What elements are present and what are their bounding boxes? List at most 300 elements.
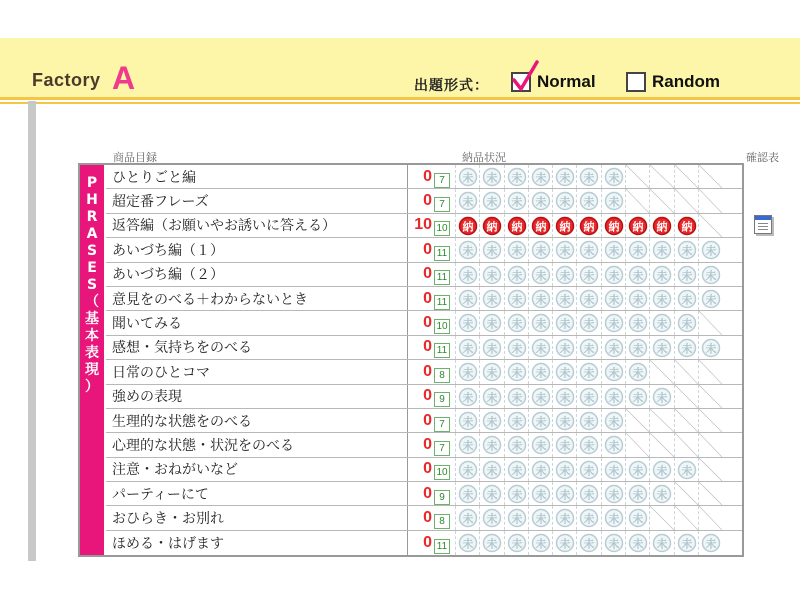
empty-slot xyxy=(674,189,698,212)
pending-stamp-icon xyxy=(649,385,673,408)
empty-slot xyxy=(674,385,698,408)
pending-stamp-icon xyxy=(576,336,600,359)
svg-text:未: 未 xyxy=(705,537,717,551)
pending-stamp-icon xyxy=(601,336,625,359)
pending-stamp-icon xyxy=(552,189,576,212)
svg-text:未: 未 xyxy=(632,244,644,258)
svg-text:未: 未 xyxy=(656,488,668,502)
svg-text:未: 未 xyxy=(511,537,523,551)
mode-normal-option[interactable] xyxy=(511,72,596,92)
phrase-row[interactable] xyxy=(106,287,742,311)
svg-text:未: 未 xyxy=(462,488,474,502)
pending-stamp-icon xyxy=(625,311,649,334)
svg-text:未: 未 xyxy=(462,512,474,526)
delivery-slots xyxy=(455,433,722,456)
delivery-slots xyxy=(455,531,722,555)
phrase-set-name[interactable]: 日常のひとコマ xyxy=(106,360,408,383)
pending-stamp-icon xyxy=(649,287,673,310)
pending-stamp-icon xyxy=(625,458,649,481)
question-mode-label: 出題形式： xyxy=(414,78,489,94)
svg-text:未: 未 xyxy=(608,366,620,380)
phrase-set-name[interactable]: 聞いてみる xyxy=(106,311,408,334)
pending-stamp-icon xyxy=(576,311,600,334)
pending-stamp-icon xyxy=(528,506,552,529)
svg-text:未: 未 xyxy=(486,366,498,380)
pending-stamp-icon xyxy=(601,433,625,456)
svg-text:未: 未 xyxy=(511,439,523,453)
pending-stamp-icon xyxy=(528,433,552,456)
svg-text:未: 未 xyxy=(656,317,668,331)
pending-stamp-icon xyxy=(455,238,479,261)
pending-stamp-icon xyxy=(455,482,479,505)
empty-slot xyxy=(698,458,722,481)
pending-stamp-icon xyxy=(504,458,528,481)
svg-text:未: 未 xyxy=(559,512,571,526)
svg-text:未: 未 xyxy=(462,439,474,453)
svg-text:未: 未 xyxy=(462,391,474,405)
pending-stamp-icon xyxy=(625,263,649,286)
svg-text:未: 未 xyxy=(681,537,693,551)
product-list-header: 商品目録 xyxy=(113,151,157,164)
pending-stamp-icon xyxy=(625,531,649,555)
delivered-count: 10 xyxy=(414,216,432,234)
empty-slot xyxy=(698,165,722,188)
phrase-row[interactable] xyxy=(106,189,742,213)
empty-slot xyxy=(649,189,673,212)
svg-text:未: 未 xyxy=(486,488,498,502)
pending-stamp-icon xyxy=(479,287,503,310)
phrase-set-name[interactable]: 感想・気持ちをのべる xyxy=(106,336,408,359)
side-label-char: ） xyxy=(85,379,99,395)
pending-stamp-icon xyxy=(479,531,503,555)
pending-stamp-icon xyxy=(504,385,528,408)
normal-checkbox[interactable] xyxy=(511,72,531,92)
phrase-row[interactable] xyxy=(106,336,742,360)
total-count: 9 xyxy=(434,490,450,505)
pending-stamp-icon xyxy=(455,336,479,359)
phrase-row[interactable] xyxy=(106,165,742,189)
svg-text:未: 未 xyxy=(608,293,620,307)
pending-stamp-icon xyxy=(479,482,503,505)
empty-slot xyxy=(674,409,698,432)
random-checkbox[interactable] xyxy=(626,72,646,92)
svg-text:未: 未 xyxy=(511,317,523,331)
pending-stamp-icon xyxy=(479,165,503,188)
pending-stamp-icon xyxy=(649,482,673,505)
svg-text:未: 未 xyxy=(608,488,620,502)
pending-stamp-icon xyxy=(504,531,528,555)
svg-text:未: 未 xyxy=(511,415,523,429)
svg-text:未: 未 xyxy=(681,244,693,258)
svg-text:納: 納 xyxy=(656,220,668,234)
svg-text:未: 未 xyxy=(462,293,474,307)
svg-text:納: 納 xyxy=(681,220,693,234)
svg-text:未: 未 xyxy=(608,195,620,209)
delivered-count: 0 xyxy=(423,435,432,453)
svg-text:納: 納 xyxy=(583,220,595,234)
svg-text:未: 未 xyxy=(511,342,523,356)
delivered-stamp-icon xyxy=(649,214,673,237)
pending-stamp-icon xyxy=(455,360,479,383)
phrase-row[interactable] xyxy=(106,433,742,457)
svg-text:未: 未 xyxy=(656,464,668,478)
pending-stamp-icon xyxy=(674,287,698,310)
svg-text:未: 未 xyxy=(705,269,717,283)
pending-stamp-icon xyxy=(504,189,528,212)
total-count: 11 xyxy=(434,246,450,261)
svg-text:未: 未 xyxy=(486,439,498,453)
pending-stamp-icon xyxy=(601,165,625,188)
svg-text:未: 未 xyxy=(681,317,693,331)
pending-stamp-icon xyxy=(625,506,649,529)
svg-text:未: 未 xyxy=(681,342,693,356)
phrase-row[interactable] xyxy=(106,263,742,287)
svg-text:未: 未 xyxy=(559,244,571,258)
empty-slot xyxy=(649,360,673,383)
pending-stamp-icon xyxy=(552,336,576,359)
pending-stamp-icon xyxy=(504,433,528,456)
svg-text:未: 未 xyxy=(511,464,523,478)
total-count: 9 xyxy=(434,392,450,407)
svg-text:未: 未 xyxy=(511,293,523,307)
pending-stamp-icon xyxy=(479,385,503,408)
phrase-set-name[interactable]: おひらき・お別れ xyxy=(106,506,408,529)
header-band xyxy=(0,38,800,100)
svg-text:未: 未 xyxy=(656,342,668,356)
svg-text:未: 未 xyxy=(559,366,571,380)
delivered-count: 0 xyxy=(423,289,432,307)
pending-stamp-icon xyxy=(479,409,503,432)
svg-text:未: 未 xyxy=(583,391,595,405)
svg-text:未: 未 xyxy=(486,171,498,185)
svg-text:未: 未 xyxy=(486,342,498,356)
phrase-row[interactable] xyxy=(106,482,742,506)
delivery-slots xyxy=(455,385,722,408)
svg-text:未: 未 xyxy=(535,195,547,209)
phrase-set-name[interactable]: パーティーにて xyxy=(106,482,408,505)
empty-slot xyxy=(649,409,673,432)
pending-stamp-icon xyxy=(552,531,576,555)
pending-stamp-icon xyxy=(625,482,649,505)
side-label-char: S xyxy=(86,243,98,259)
svg-text:納: 納 xyxy=(511,220,523,234)
left-scroll-bar xyxy=(28,101,36,561)
pending-stamp-icon xyxy=(504,336,528,359)
svg-text:未: 未 xyxy=(462,171,474,185)
svg-text:未: 未 xyxy=(535,244,547,258)
svg-text:未: 未 xyxy=(535,342,547,356)
pending-stamp-icon xyxy=(552,482,576,505)
svg-text:未: 未 xyxy=(535,269,547,283)
pending-stamp-icon xyxy=(552,409,576,432)
pending-stamp-icon xyxy=(479,360,503,383)
pending-stamp-icon xyxy=(528,311,552,334)
phrase-row[interactable] xyxy=(106,214,742,238)
delivered-count: 0 xyxy=(423,484,432,502)
pending-stamp-icon xyxy=(552,433,576,456)
pending-stamp-icon xyxy=(698,238,722,261)
phrase-set-name[interactable]: 生理的な状態をのべる xyxy=(106,409,408,432)
svg-text:未: 未 xyxy=(462,269,474,283)
svg-text:未: 未 xyxy=(462,342,474,356)
pending-stamp-icon xyxy=(479,433,503,456)
delivered-stamp-icon xyxy=(528,214,552,237)
empty-slot xyxy=(674,165,698,188)
svg-text:未: 未 xyxy=(632,366,644,380)
pending-stamp-icon xyxy=(576,433,600,456)
delivery-status-header: 納品状況 xyxy=(462,151,506,164)
svg-text:未: 未 xyxy=(559,171,571,185)
empty-slot xyxy=(698,360,722,383)
pending-stamp-icon xyxy=(674,458,698,481)
pending-stamp-icon xyxy=(479,311,503,334)
checkmark-icon xyxy=(509,60,539,94)
factory-letter: A xyxy=(112,60,136,96)
delivery-slots xyxy=(455,214,722,237)
svg-text:未: 未 xyxy=(681,269,693,283)
pending-stamp-icon xyxy=(552,458,576,481)
svg-text:未: 未 xyxy=(559,342,571,356)
pending-stamp-icon xyxy=(625,360,649,383)
pending-stamp-icon xyxy=(479,189,503,212)
svg-text:未: 未 xyxy=(608,244,620,258)
total-count: 7 xyxy=(434,197,450,212)
pending-stamp-icon xyxy=(625,385,649,408)
svg-text:未: 未 xyxy=(511,488,523,502)
pending-stamp-icon xyxy=(455,409,479,432)
phrase-set-name[interactable]: あいづち編（１） xyxy=(106,238,408,261)
phrase-set-name[interactable]: 注意・おねがいなど xyxy=(106,458,408,481)
factory-title: Factory xyxy=(32,70,101,90)
svg-text:未: 未 xyxy=(462,537,474,551)
total-count: 11 xyxy=(434,539,450,554)
side-label-char: 現 xyxy=(85,362,99,378)
pending-stamp-icon xyxy=(576,458,600,481)
svg-text:未: 未 xyxy=(511,512,523,526)
pending-stamp-icon xyxy=(552,263,576,286)
svg-text:未: 未 xyxy=(608,269,620,283)
pending-stamp-icon xyxy=(455,165,479,188)
pending-stamp-icon xyxy=(649,263,673,286)
svg-text:未: 未 xyxy=(535,488,547,502)
phrase-row[interactable] xyxy=(106,458,742,482)
total-count: 8 xyxy=(434,514,450,529)
delivered-count: 0 xyxy=(423,460,432,478)
svg-text:未: 未 xyxy=(632,512,644,526)
pending-stamp-icon xyxy=(576,360,600,383)
pending-stamp-icon xyxy=(455,287,479,310)
pending-stamp-icon xyxy=(552,238,576,261)
pending-stamp-icon xyxy=(625,336,649,359)
pending-stamp-icon xyxy=(601,482,625,505)
pending-stamp-icon xyxy=(479,336,503,359)
svg-text:未: 未 xyxy=(486,269,498,283)
phrase-set-name[interactable]: 超定番フレーズ xyxy=(106,189,408,212)
phrase-row[interactable] xyxy=(106,409,742,433)
side-label-char: 基 xyxy=(85,311,99,327)
delivered-count: 0 xyxy=(423,314,432,332)
svg-text:未: 未 xyxy=(535,415,547,429)
delivered-count: 0 xyxy=(423,411,432,429)
svg-text:納: 納 xyxy=(608,220,620,234)
delivered-stamp-icon xyxy=(601,214,625,237)
phrase-set-name[interactable]: 強めの表現 xyxy=(106,385,408,408)
total-count: 10 xyxy=(434,319,450,334)
phrase-set-name[interactable]: 返答編（お願いやお誘いに答える） xyxy=(106,214,408,237)
pending-stamp-icon xyxy=(528,336,552,359)
pending-stamp-icon xyxy=(601,531,625,555)
delivered-count: 0 xyxy=(423,387,432,405)
empty-slot xyxy=(649,506,673,529)
pending-stamp-icon xyxy=(528,531,552,555)
svg-text:未: 未 xyxy=(462,366,474,380)
phrase-row[interactable] xyxy=(106,531,742,555)
total-count: 10 xyxy=(434,465,450,480)
delivery-slots xyxy=(455,311,722,334)
delivery-slots xyxy=(455,336,722,359)
phrases-side-text xyxy=(80,175,104,396)
pending-stamp-icon xyxy=(576,385,600,408)
svg-text:未: 未 xyxy=(486,464,498,478)
total-count: 11 xyxy=(434,270,450,285)
svg-text:未: 未 xyxy=(608,537,620,551)
phrase-set-name[interactable]: ひとりごと編 xyxy=(106,165,408,188)
report-sheet-icon[interactable] xyxy=(754,215,772,234)
phrase-set-name[interactable]: あいづち編（２） xyxy=(106,263,408,286)
phrase-set-name[interactable]: ほめる・はげます xyxy=(106,531,408,555)
pending-stamp-icon xyxy=(479,458,503,481)
delivered-count: 0 xyxy=(423,265,432,283)
svg-text:未: 未 xyxy=(559,488,571,502)
phrase-set-name[interactable]: 心理的な状態・状況をのべる xyxy=(106,433,408,456)
empty-slot xyxy=(625,409,649,432)
svg-text:未: 未 xyxy=(608,464,620,478)
pending-stamp-icon xyxy=(674,531,698,555)
pending-stamp-icon xyxy=(455,433,479,456)
total-count: 10 xyxy=(434,221,450,236)
pending-stamp-icon xyxy=(601,385,625,408)
empty-slot xyxy=(698,311,722,334)
delivered-count: 0 xyxy=(423,192,432,210)
pending-stamp-icon xyxy=(504,311,528,334)
svg-text:未: 未 xyxy=(656,537,668,551)
phrase-row[interactable] xyxy=(106,360,742,384)
pending-stamp-icon xyxy=(601,311,625,334)
delivery-slots xyxy=(455,263,722,286)
phrase-row[interactable] xyxy=(106,385,742,409)
total-count: 7 xyxy=(434,417,450,432)
pending-stamp-icon xyxy=(674,311,698,334)
delivered-stamp-icon xyxy=(625,214,649,237)
delivery-slots xyxy=(455,409,722,432)
svg-text:未: 未 xyxy=(486,293,498,307)
pending-stamp-icon xyxy=(576,165,600,188)
svg-text:未: 未 xyxy=(583,366,595,380)
svg-text:未: 未 xyxy=(656,244,668,258)
phrase-row[interactable] xyxy=(106,506,742,530)
pending-stamp-icon xyxy=(504,409,528,432)
svg-text:未: 未 xyxy=(583,244,595,258)
pending-stamp-icon xyxy=(674,336,698,359)
svg-text:未: 未 xyxy=(486,317,498,331)
delivery-slots xyxy=(455,165,722,188)
phrases-side-label xyxy=(80,165,104,555)
pending-stamp-icon xyxy=(528,482,552,505)
svg-text:未: 未 xyxy=(535,512,547,526)
svg-text:未: 未 xyxy=(486,244,498,258)
empty-slot xyxy=(625,433,649,456)
pending-stamp-icon xyxy=(479,238,503,261)
svg-text:未: 未 xyxy=(608,415,620,429)
total-count: 11 xyxy=(434,343,450,358)
svg-text:納: 納 xyxy=(535,220,547,234)
pending-stamp-icon xyxy=(576,263,600,286)
svg-text:未: 未 xyxy=(705,342,717,356)
pending-stamp-icon xyxy=(504,287,528,310)
pending-stamp-icon xyxy=(455,506,479,529)
delivery-slots xyxy=(455,458,722,481)
pending-stamp-icon xyxy=(528,263,552,286)
side-label-char: （ xyxy=(85,294,99,310)
svg-text:未: 未 xyxy=(535,366,547,380)
svg-text:未: 未 xyxy=(559,537,571,551)
svg-text:未: 未 xyxy=(535,439,547,453)
delivery-slots xyxy=(455,287,722,310)
pending-stamp-icon xyxy=(601,458,625,481)
svg-text:未: 未 xyxy=(559,415,571,429)
svg-text:未: 未 xyxy=(632,488,644,502)
svg-text:納: 納 xyxy=(559,220,571,234)
empty-slot xyxy=(625,165,649,188)
svg-text:未: 未 xyxy=(462,415,474,429)
svg-text:未: 未 xyxy=(511,391,523,405)
side-label-char: E xyxy=(87,260,97,276)
pending-stamp-icon xyxy=(698,336,722,359)
svg-text:未: 未 xyxy=(583,415,595,429)
side-label-char: A xyxy=(86,226,98,242)
svg-text:未: 未 xyxy=(559,464,571,478)
random-label: Random xyxy=(652,72,720,91)
svg-text:納: 納 xyxy=(486,220,498,234)
svg-text:未: 未 xyxy=(535,293,547,307)
svg-text:未: 未 xyxy=(511,366,523,380)
report-header: 確認表 xyxy=(746,151,779,164)
pending-stamp-icon xyxy=(649,458,673,481)
svg-text:未: 未 xyxy=(535,464,547,478)
svg-text:未: 未 xyxy=(559,317,571,331)
svg-text:未: 未 xyxy=(535,171,547,185)
pending-stamp-icon xyxy=(625,238,649,261)
delivered-stamp-icon xyxy=(479,214,503,237)
phrase-set-name[interactable]: 意見をのべる＋わからないとき xyxy=(106,287,408,310)
phrase-row[interactable] xyxy=(106,311,742,335)
empty-slot xyxy=(674,482,698,505)
pending-stamp-icon xyxy=(528,165,552,188)
delivery-slots xyxy=(455,482,722,505)
pending-stamp-icon xyxy=(455,385,479,408)
pending-stamp-icon xyxy=(528,238,552,261)
phrases-latin xyxy=(80,175,104,294)
mode-random-option[interactable] xyxy=(626,72,720,92)
svg-text:未: 未 xyxy=(583,512,595,526)
pending-stamp-icon xyxy=(504,482,528,505)
pending-stamp-icon xyxy=(576,238,600,261)
pending-stamp-icon xyxy=(455,458,479,481)
svg-text:未: 未 xyxy=(608,439,620,453)
pending-stamp-icon xyxy=(455,263,479,286)
delivered-count: 0 xyxy=(423,338,432,356)
phrase-row[interactable] xyxy=(106,238,742,262)
